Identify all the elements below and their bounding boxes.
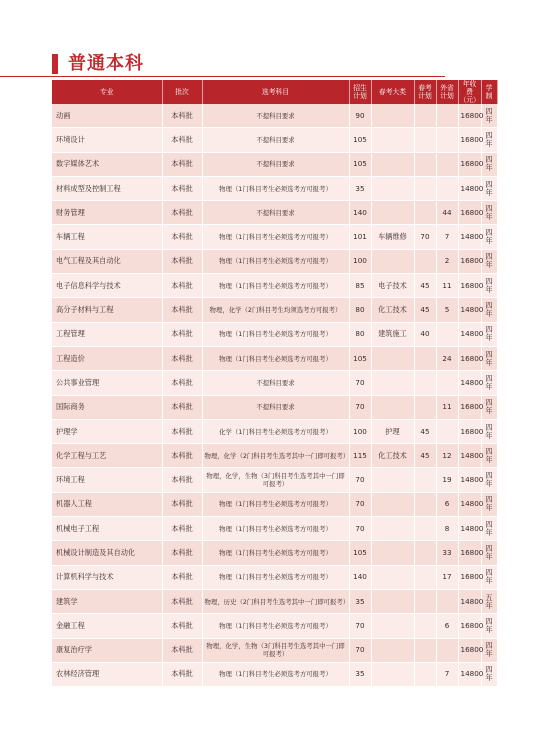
cell-subjects: 物理，化学，生物（3门科目考生选考其中一门即可报考）	[202, 468, 349, 492]
cell-spring-category	[371, 176, 414, 200]
cell-plan: 70	[349, 517, 371, 541]
cell-plan: 70	[349, 614, 371, 638]
cell-subjects: 物理（1门科目考生必须选考方可报考）	[202, 541, 349, 565]
cell-plan: 140	[349, 201, 371, 225]
header-annual-fee: 年收费（元）	[459, 80, 480, 104]
cell-spring-category	[371, 395, 414, 419]
table-row	[52, 104, 497, 128]
cell-spring-plan	[414, 565, 436, 589]
cell-subjects: 物理，化学，生物（3门科目考生选考其中一门即可报考）	[202, 638, 349, 662]
cell-annual-fee: 14800	[458, 225, 481, 249]
cell-spring-plan: 70	[414, 225, 436, 249]
cell-batch: 本科批	[162, 492, 202, 516]
cell-years: 四年	[481, 274, 497, 298]
cell-spring-plan	[414, 541, 436, 565]
cell-plan: 105	[349, 152, 371, 176]
table-row	[52, 322, 497, 346]
cell-major: 电子信息科学与技术	[52, 274, 162, 298]
cell-plan: 100	[349, 249, 371, 273]
cell-annual-fee: 16800	[458, 541, 481, 565]
table-row	[52, 638, 497, 662]
cell-annual-fee: 14800	[458, 468, 481, 492]
cell-out-province-plan: 7	[436, 225, 458, 249]
cell-subjects: 不提科目要求	[202, 201, 349, 225]
cell-subjects: 物理，化学（2门科目考生选考其中一门即可报考）	[202, 444, 349, 468]
cell-batch: 本科批	[162, 614, 202, 638]
cell-major: 国际商务	[52, 395, 162, 419]
cell-spring-plan: 45	[414, 419, 436, 443]
cell-annual-fee: 14800	[458, 371, 481, 395]
cell-batch: 本科批	[162, 201, 202, 225]
header-spring-plan: 春考计划	[414, 80, 436, 104]
enrollment-table	[52, 80, 498, 687]
cell-plan: 85	[349, 274, 371, 298]
cell-annual-fee: 16800	[458, 249, 481, 273]
cell-spring-category: 化工技术	[371, 444, 414, 468]
header-spring-category: 春考大类	[371, 80, 414, 104]
cell-spring-category	[371, 468, 414, 492]
cell-subjects: 不提科目要求	[202, 152, 349, 176]
cell-batch: 本科批	[162, 395, 202, 419]
table-body	[52, 104, 497, 687]
cell-batch: 本科批	[162, 225, 202, 249]
cell-spring-plan: 40	[414, 322, 436, 346]
cell-major: 化学工程与工艺	[52, 444, 162, 468]
cell-batch: 本科批	[162, 638, 202, 662]
title-divider	[0, 76, 445, 77]
section-header	[52, 52, 497, 76]
cell-plan: 70	[349, 638, 371, 662]
cell-subjects: 物理（1门科目考生必须选考方可报考）	[202, 274, 349, 298]
cell-out-province-plan	[436, 638, 458, 662]
header-plan: 招生计划	[349, 80, 371, 104]
header-major: 专业	[52, 80, 162, 104]
cell-years: 四年	[481, 565, 497, 589]
cell-out-province-plan: 24	[436, 346, 458, 370]
cell-batch: 本科批	[162, 322, 202, 346]
cell-subjects: 物理（1门科目考生必须选考方可报考）	[202, 614, 349, 638]
cell-years: 四年	[481, 638, 497, 662]
cell-out-province-plan	[436, 128, 458, 152]
cell-plan: 105	[349, 128, 371, 152]
cell-subjects: 物理（1门科目考生必须选考方可报考）	[202, 225, 349, 249]
cell-batch: 本科批	[162, 371, 202, 395]
cell-spring-plan	[414, 395, 436, 419]
cell-spring-plan	[414, 614, 436, 638]
cell-spring-plan	[414, 104, 436, 128]
cell-major: 车辆工程	[52, 225, 162, 249]
cell-years: 四年	[481, 614, 497, 638]
cell-spring-category	[371, 662, 414, 686]
cell-years: 四年	[481, 468, 497, 492]
cell-years: 四年	[481, 128, 497, 152]
cell-batch: 本科批	[162, 346, 202, 370]
cell-years: 四年	[481, 225, 497, 249]
cell-spring-plan	[414, 128, 436, 152]
cell-out-province-plan: 6	[436, 492, 458, 516]
cell-annual-fee: 14800	[458, 176, 481, 200]
cell-annual-fee: 14800	[458, 492, 481, 516]
cell-spring-category	[371, 104, 414, 128]
cell-spring-plan	[414, 249, 436, 273]
table-row	[52, 176, 497, 200]
cell-plan: 105	[349, 346, 371, 370]
cell-subjects: 物理（1门科目考生必须选考方可报考）	[202, 249, 349, 273]
cell-major: 计算机科学与技术	[52, 565, 162, 589]
cell-major: 建筑学	[52, 589, 162, 613]
cell-spring-category	[371, 638, 414, 662]
cell-major: 工程造价	[52, 346, 162, 370]
cell-spring-plan	[414, 176, 436, 200]
cell-out-province-plan: 17	[436, 565, 458, 589]
cell-spring-plan	[414, 346, 436, 370]
cell-out-province-plan: 11	[436, 274, 458, 298]
table-row	[52, 274, 497, 298]
cell-out-province-plan: 44	[436, 201, 458, 225]
cell-out-province-plan	[436, 589, 458, 613]
cell-plan: 35	[349, 662, 371, 686]
table-row	[52, 565, 497, 589]
cell-annual-fee: 14800	[458, 322, 481, 346]
cell-annual-fee: 16800	[458, 104, 481, 128]
cell-annual-fee: 16800	[458, 346, 481, 370]
cell-major: 环境设计	[52, 128, 162, 152]
cell-batch: 本科批	[162, 176, 202, 200]
cell-major: 动画	[52, 104, 162, 128]
cell-annual-fee: 14800	[458, 589, 481, 613]
cell-spring-category	[371, 517, 414, 541]
table-row	[52, 152, 497, 176]
cell-plan: 70	[349, 468, 371, 492]
cell-years: 四年	[481, 104, 497, 128]
cell-out-province-plan: 6	[436, 614, 458, 638]
cell-years: 四年	[481, 322, 497, 346]
cell-spring-plan	[414, 589, 436, 613]
cell-spring-plan: 45	[414, 274, 436, 298]
cell-plan: 70	[349, 492, 371, 516]
cell-plan: 105	[349, 541, 371, 565]
cell-plan: 115	[349, 444, 371, 468]
cell-annual-fee: 16800	[458, 565, 481, 589]
cell-plan: 80	[349, 298, 371, 322]
cell-major: 机械设计制造及其自动化	[52, 541, 162, 565]
cell-spring-plan	[414, 201, 436, 225]
cell-spring-category	[371, 371, 414, 395]
cell-spring-category	[371, 128, 414, 152]
cell-major: 机器人工程	[52, 492, 162, 516]
table-row	[52, 662, 497, 686]
cell-major: 材料成型及控制工程	[52, 176, 162, 200]
cell-years: 四年	[481, 395, 497, 419]
table-row	[52, 225, 497, 249]
cell-spring-plan	[414, 152, 436, 176]
cell-subjects: 物理，历史（2门科目考生选考其中一门即可报考）	[202, 589, 349, 613]
cell-batch: 本科批	[162, 128, 202, 152]
cell-spring-category	[371, 565, 414, 589]
cell-out-province-plan: 12	[436, 444, 458, 468]
cell-years: 四年	[481, 249, 497, 273]
cell-major: 环境工程	[52, 468, 162, 492]
cell-years: 四年	[481, 371, 497, 395]
cell-out-province-plan: 11	[436, 395, 458, 419]
cell-spring-category: 建筑施工	[371, 322, 414, 346]
cell-years: 五年	[481, 589, 497, 613]
cell-subjects: 不提科目要求	[202, 371, 349, 395]
cell-years: 四年	[481, 176, 497, 200]
cell-out-province-plan	[436, 371, 458, 395]
cell-years: 四年	[481, 517, 497, 541]
table-row	[52, 128, 497, 152]
cell-batch: 本科批	[162, 517, 202, 541]
cell-spring-category	[371, 589, 414, 613]
cell-spring-plan	[414, 492, 436, 516]
cell-major: 护理学	[52, 419, 162, 443]
cell-annual-fee: 16800	[458, 419, 481, 443]
cell-batch: 本科批	[162, 274, 202, 298]
cell-plan: 90	[349, 104, 371, 128]
cell-spring-category: 护理	[371, 419, 414, 443]
cell-major: 机械电子工程	[52, 517, 162, 541]
cell-plan: 101	[349, 225, 371, 249]
cell-years: 四年	[481, 152, 497, 176]
cell-out-province-plan: 2	[436, 249, 458, 273]
title-accent-bar	[52, 54, 58, 74]
cell-annual-fee: 16800	[458, 201, 481, 225]
cell-batch: 本科批	[162, 104, 202, 128]
table-row	[52, 589, 497, 613]
table-row	[52, 541, 497, 565]
table-row	[52, 468, 497, 492]
cell-annual-fee: 14800	[458, 662, 481, 686]
header-years: 学制	[481, 80, 497, 104]
cell-spring-plan	[414, 662, 436, 686]
cell-out-province-plan: 7	[436, 662, 458, 686]
cell-annual-fee: 16800	[458, 614, 481, 638]
cell-out-province-plan	[436, 419, 458, 443]
table-row	[52, 444, 497, 468]
header-subjects: 选考科目	[202, 80, 349, 104]
cell-years: 四年	[481, 201, 497, 225]
cell-annual-fee: 16800	[458, 274, 481, 298]
cell-subjects: 物理（1门科目考生必须选考方可报考）	[202, 176, 349, 200]
cell-batch: 本科批	[162, 152, 202, 176]
header-out-province-plan: 外省计划	[436, 80, 458, 104]
table-row	[52, 419, 497, 443]
cell-annual-fee: 16800	[458, 152, 481, 176]
table-row	[52, 517, 497, 541]
cell-spring-category: 车辆维修	[371, 225, 414, 249]
cell-out-province-plan	[436, 152, 458, 176]
cell-subjects: 不提科目要求	[202, 128, 349, 152]
cell-annual-fee: 16800	[458, 395, 481, 419]
cell-spring-category	[371, 346, 414, 370]
cell-subjects: 不提科目要求	[202, 104, 349, 128]
cell-batch: 本科批	[162, 298, 202, 322]
cell-batch: 本科批	[162, 662, 202, 686]
cell-years: 四年	[481, 444, 497, 468]
cell-subjects: 物理，化学（2门科目考生均须选考方可报考）	[202, 298, 349, 322]
cell-out-province-plan: 33	[436, 541, 458, 565]
cell-annual-fee: 16800	[458, 128, 481, 152]
table-row	[52, 249, 497, 273]
cell-batch: 本科批	[162, 541, 202, 565]
table-row	[52, 298, 497, 322]
cell-plan: 100	[349, 419, 371, 443]
table-row	[52, 395, 497, 419]
table-row	[52, 346, 497, 370]
cell-spring-category	[371, 249, 414, 273]
cell-plan: 35	[349, 176, 371, 200]
cell-annual-fee: 16800	[458, 638, 481, 662]
cell-spring-category	[371, 541, 414, 565]
table-row	[52, 371, 497, 395]
cell-years: 四年	[481, 662, 497, 686]
cell-subjects: 化学（1门科目考生必须选考方可报考）	[202, 419, 349, 443]
cell-spring-plan	[414, 517, 436, 541]
cell-out-province-plan: 19	[436, 468, 458, 492]
cell-spring-category: 电子技术	[371, 274, 414, 298]
cell-plan: 70	[349, 371, 371, 395]
cell-batch: 本科批	[162, 589, 202, 613]
cell-major: 公共事业管理	[52, 371, 162, 395]
cell-out-province-plan	[436, 176, 458, 200]
cell-annual-fee: 14800	[458, 444, 481, 468]
cell-years: 四年	[481, 298, 497, 322]
cell-plan: 70	[349, 395, 371, 419]
cell-spring-category	[371, 614, 414, 638]
cell-subjects: 物理（1门科目考生必须选考方可报考）	[202, 492, 349, 516]
cell-subjects: 物理（1门科目考生必须选考方可报考）	[202, 565, 349, 589]
cell-batch: 本科批	[162, 565, 202, 589]
cell-plan: 140	[349, 565, 371, 589]
cell-spring-plan: 45	[414, 298, 436, 322]
cell-major: 数字媒体艺术	[52, 152, 162, 176]
cell-batch: 本科批	[162, 468, 202, 492]
cell-batch: 本科批	[162, 419, 202, 443]
table-row	[52, 492, 497, 516]
cell-subjects: 物理（1门科目考生必须选考方可报考）	[202, 517, 349, 541]
cell-major: 工程管理	[52, 322, 162, 346]
cell-plan: 80	[349, 322, 371, 346]
section-title: 普通本科	[68, 53, 144, 74]
cell-out-province-plan: 5	[436, 298, 458, 322]
table-row	[52, 614, 497, 638]
cell-major: 农林经济管理	[52, 662, 162, 686]
cell-years: 四年	[481, 419, 497, 443]
cell-subjects: 物理（1门科目考生必须选考方可报考）	[202, 346, 349, 370]
cell-major: 康复治疗学	[52, 638, 162, 662]
cell-annual-fee: 14800	[458, 298, 481, 322]
cell-batch: 本科批	[162, 249, 202, 273]
table-row	[52, 201, 497, 225]
cell-years: 四年	[481, 541, 497, 565]
cell-years: 四年	[481, 492, 497, 516]
cell-major: 金融工程	[52, 614, 162, 638]
cell-years: 四年	[481, 346, 497, 370]
cell-subjects: 物理（1门科目考生必须选考方可报考）	[202, 662, 349, 686]
cell-spring-plan	[414, 371, 436, 395]
cell-major: 财务管理	[52, 201, 162, 225]
cell-annual-fee: 14800	[458, 517, 481, 541]
cell-out-province-plan: 8	[436, 517, 458, 541]
cell-spring-category	[371, 492, 414, 516]
cell-out-province-plan	[436, 322, 458, 346]
cell-subjects: 物理（1门科目考生必须选考方可报考）	[202, 322, 349, 346]
cell-spring-plan	[414, 468, 436, 492]
table-header-row	[52, 80, 497, 104]
cell-spring-category	[371, 201, 414, 225]
cell-major: 电气工程及其自动化	[52, 249, 162, 273]
cell-batch: 本科批	[162, 444, 202, 468]
header-batch: 批次	[162, 80, 202, 104]
cell-spring-category: 化工技术	[371, 298, 414, 322]
cell-out-province-plan	[436, 104, 458, 128]
cell-major: 高分子材料与工程	[52, 298, 162, 322]
cell-spring-plan: 45	[414, 444, 436, 468]
cell-subjects: 不提科目要求	[202, 395, 349, 419]
cell-spring-plan	[414, 638, 436, 662]
cell-spring-category	[371, 152, 414, 176]
cell-plan: 35	[349, 589, 371, 613]
